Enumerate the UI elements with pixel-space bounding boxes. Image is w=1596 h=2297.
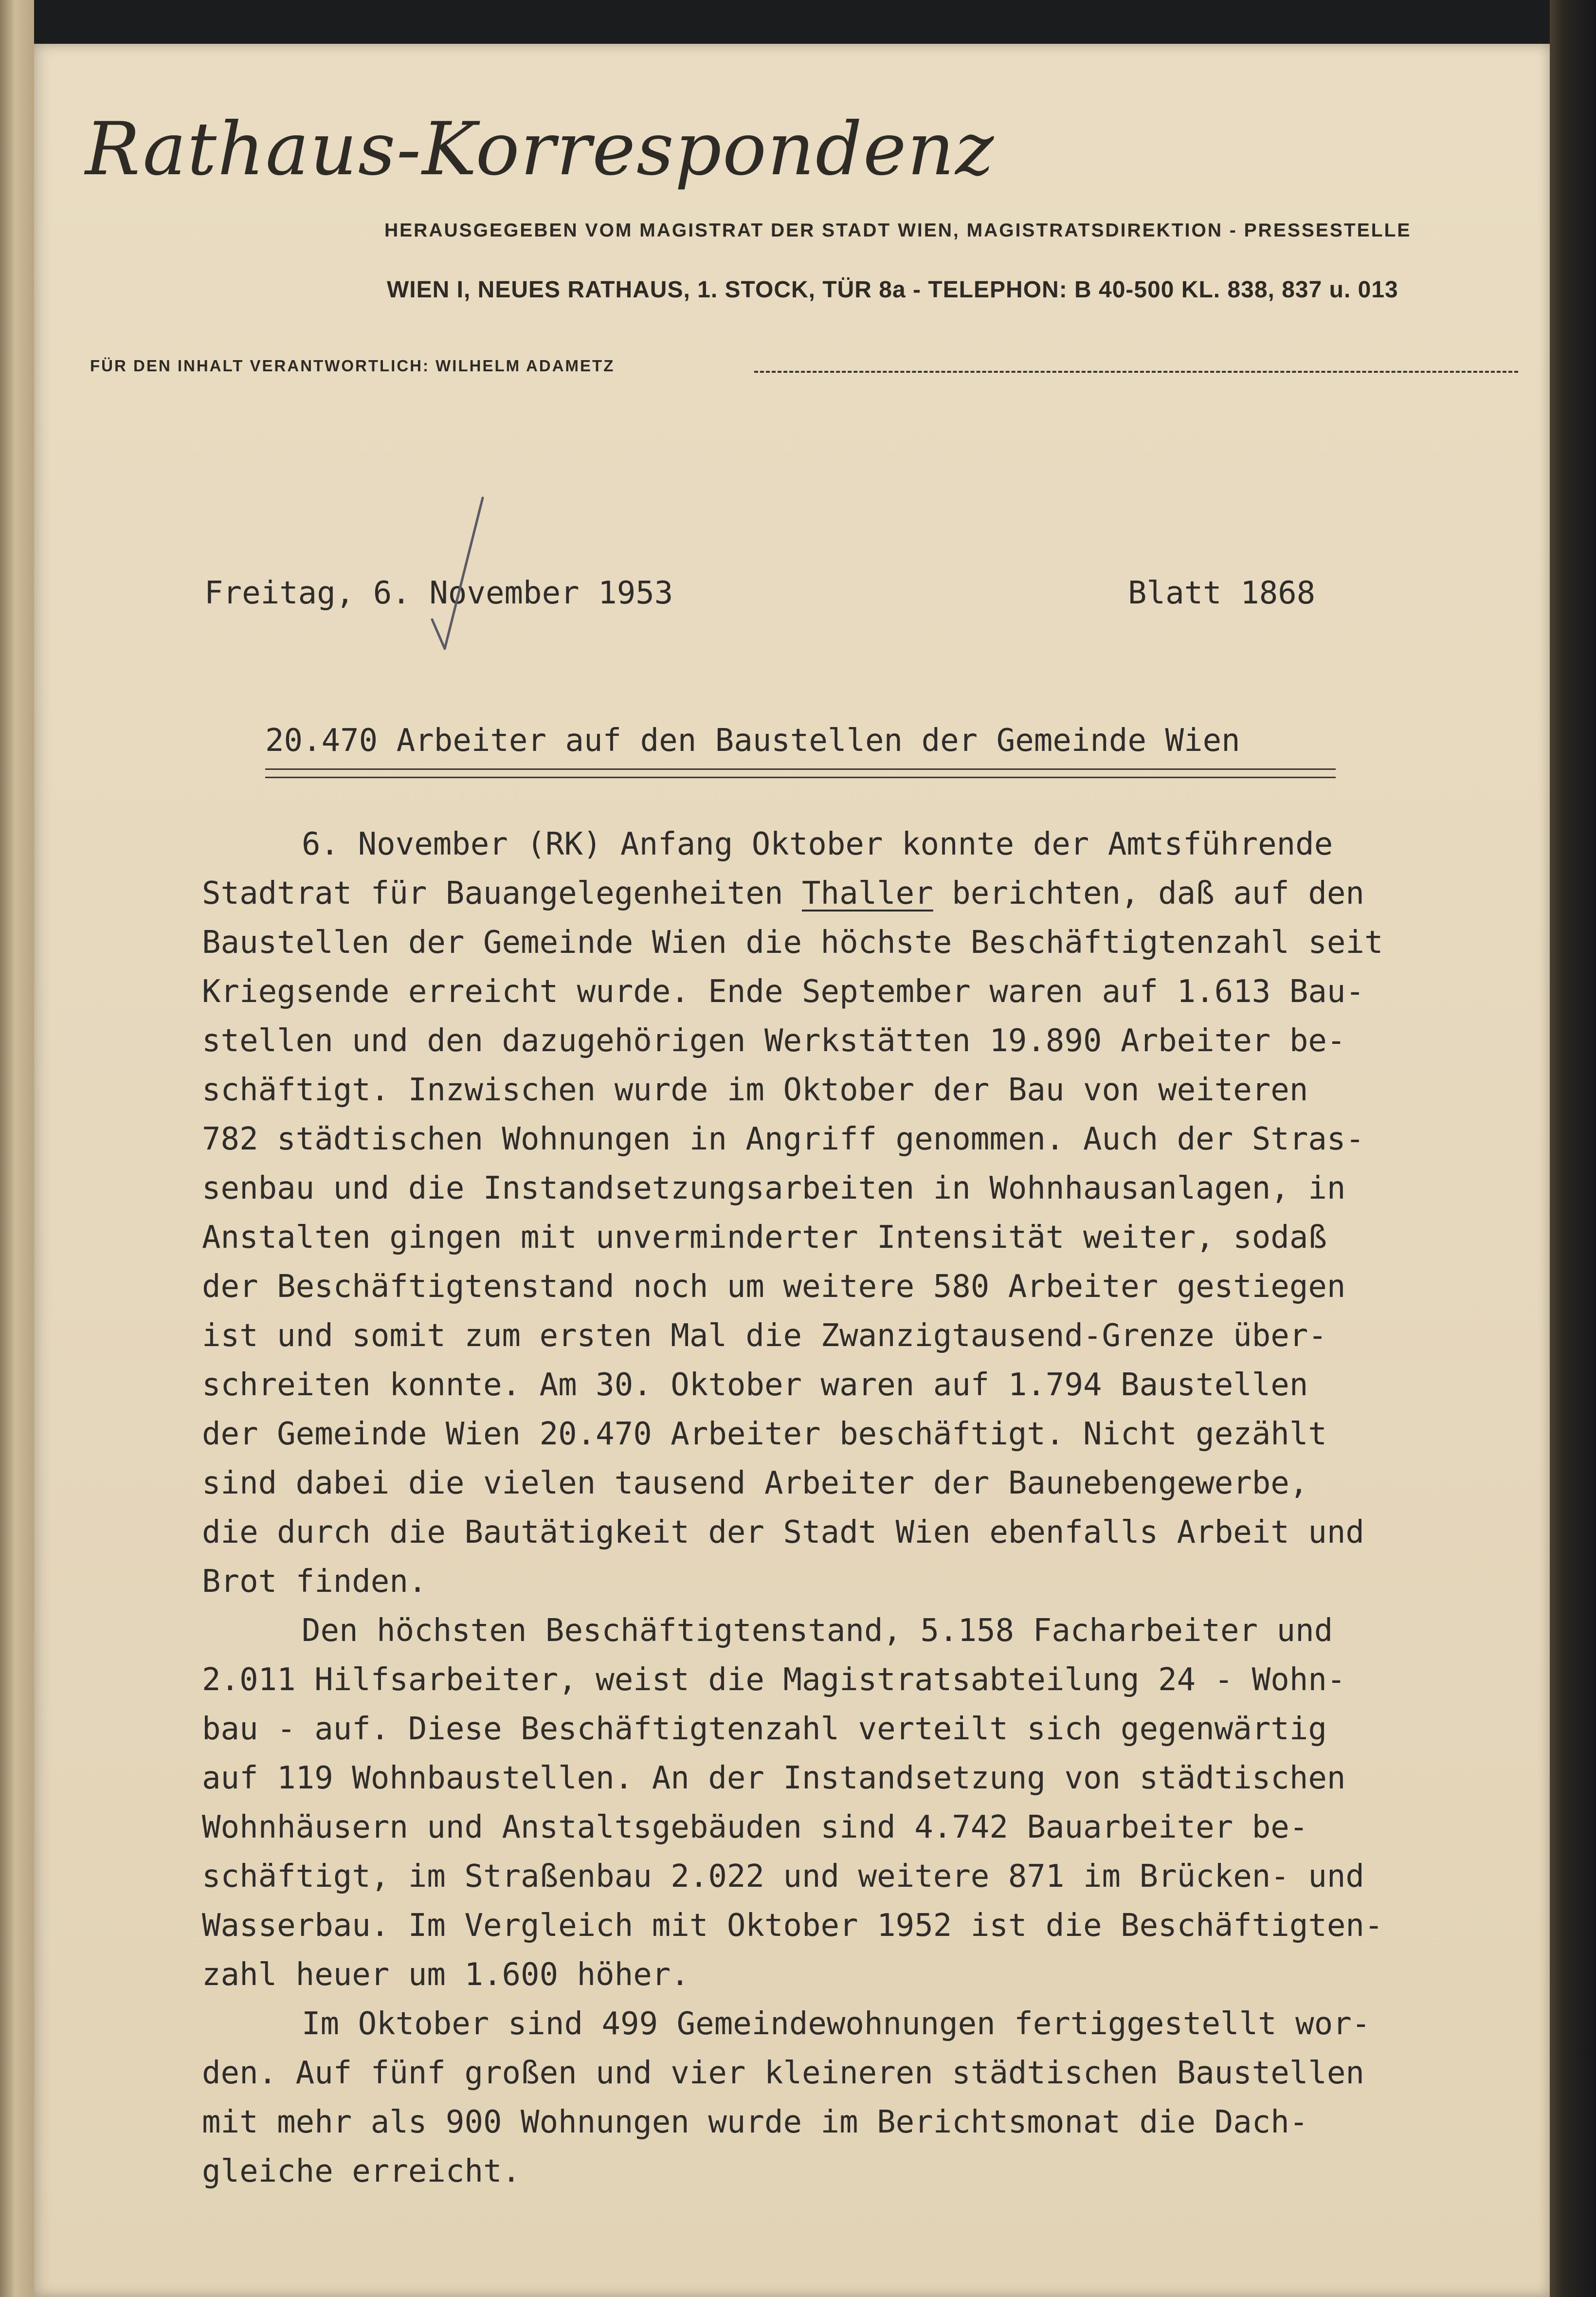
body-line: Baustellen der Gemeinde Wien die höchste Beschäftigtenzahl seit: [202, 925, 1383, 961]
body-line: Brot finden.: [202, 1564, 427, 1600]
body-line: der Gemeinde Wien 20.470 Arbeiter beschäftigt. Nicht gezählt: [202, 1416, 1327, 1452]
body-line: gleiche erreicht.: [202, 2153, 521, 2189]
body-line: senbau und die Instandsetzungsarbeiten in Wohnhausanlagen, in: [202, 1170, 1346, 1206]
sheet-number: Blatt 1868: [1128, 575, 1316, 611]
body-line: Anstalten gingen mit unverminderter Intensität weiter, sodaß: [202, 1220, 1327, 1256]
body-line: Kriegsende erreicht wurde. Ende September waren auf 1.613 Bau-: [202, 974, 1364, 1010]
body-line: bau - auf. Diese Beschäftigtenzahl verteilt sich gegenwärtig: [202, 1711, 1327, 1747]
body-line-end: berichten, daß auf den: [933, 875, 1364, 912]
body-line: Wohnhäusern und Anstaltsgebäuden sind 4.742 Bauarbeiter be-: [202, 1809, 1308, 1845]
body-line: die durch die Bautätigkeit der Stadt Wien ebenfalls Arbeit und: [202, 1514, 1364, 1550]
responsible-rule: [754, 371, 1518, 373]
body-line: stellen und den dazugehörigen Werkstätten 19.890 Arbeiter be-: [202, 1023, 1346, 1059]
body-line: sind dabei die vielen tausend Arbeiter der Baunebengewerbe,: [202, 1465, 1308, 1501]
body-line: schreiten konnte. Am 30. Oktober waren auf 1.794 Baustellen: [202, 1367, 1308, 1403]
masthead-publisher: HERAUSGEGEBEN VOM MAGISTRAT DER STADT WIEN, MAGISTRATSDIREKTION - PRESSESTELLE: [384, 220, 1412, 241]
masthead-title: Rathaus-Korrespondenz: [85, 107, 995, 192]
body-line: schäftigt, im Straßenbau 2.022 und weitere 871 im Brücken- und: [202, 1859, 1364, 1895]
body-line: Im Oktober sind 499 Gemeindewohnungen fertiggestellt wor-: [302, 2006, 1371, 2042]
document-page: [34, 44, 1550, 2297]
body-line: 2.011 Hilfsarbeiter, weist die Magistratsabteilung 24 - Wohn-: [202, 1662, 1346, 1698]
underlined-name: Thaller: [802, 875, 933, 912]
body-line: 782 städtischen Wohnungen in Angriff genommen. Auch der Stras-: [202, 1121, 1364, 1157]
body-line: [202, 869, 1579, 918]
article-body: [202, 820, 1579, 2196]
body-line: schäftigt. Inzwischen wurde im Oktober der Bau von weiteren: [202, 1072, 1308, 1108]
body-line: 6. November (RK) Anfang Oktober konnte der Amtsführende: [302, 826, 1333, 862]
binder-left-edge: [0, 0, 34, 2297]
masthead-address: WIEN I, NEUES RATHAUS, 1. STOCK, TÜR 8a - TELEPHON: B 40-500 KL. 838, 837 u. 013: [387, 277, 1398, 303]
body-line: Den höchsten Beschäftigtenstand, 5.158 Facharbeiter und: [302, 1613, 1333, 1649]
headline-double-rule: [265, 768, 1336, 778]
body-line: zahl heuer um 1.600 höher.: [202, 1957, 689, 1993]
body-line: auf 119 Wohnbaustellen. An der Instandsetzung von städtischen: [202, 1760, 1346, 1796]
article-headline: 20.470 Arbeiter auf den Baustellen der Gemeinde Wien: [265, 723, 1240, 759]
pencil-checkmark-icon: [428, 494, 487, 659]
body-line: der Beschäftigtenstand noch um weitere 580 Arbeiter gestiegen: [202, 1269, 1346, 1305]
masthead-responsible: FÜR DEN INHALT VERANTWORTLICH: WILHELM ADAMETZ: [90, 357, 615, 375]
body-line: mit mehr als 900 Wohnungen wurde im Berichtsmonat die Dach-: [202, 2104, 1308, 2140]
body-line-start: Stadtrat für Bauangelegenheiten: [202, 875, 802, 912]
document-date: Freitag, 6. November 1953: [204, 575, 673, 611]
body-line: Wasserbau. Im Vergleich mit Oktober 1952 ist die Beschäftigten-: [202, 1908, 1383, 1944]
body-line: ist und somit zum ersten Mal die Zwanzigtausend-Grenze über-: [202, 1318, 1327, 1354]
body-line: den. Auf fünf großen und vier kleineren städtischen Baustellen: [202, 2055, 1364, 2091]
